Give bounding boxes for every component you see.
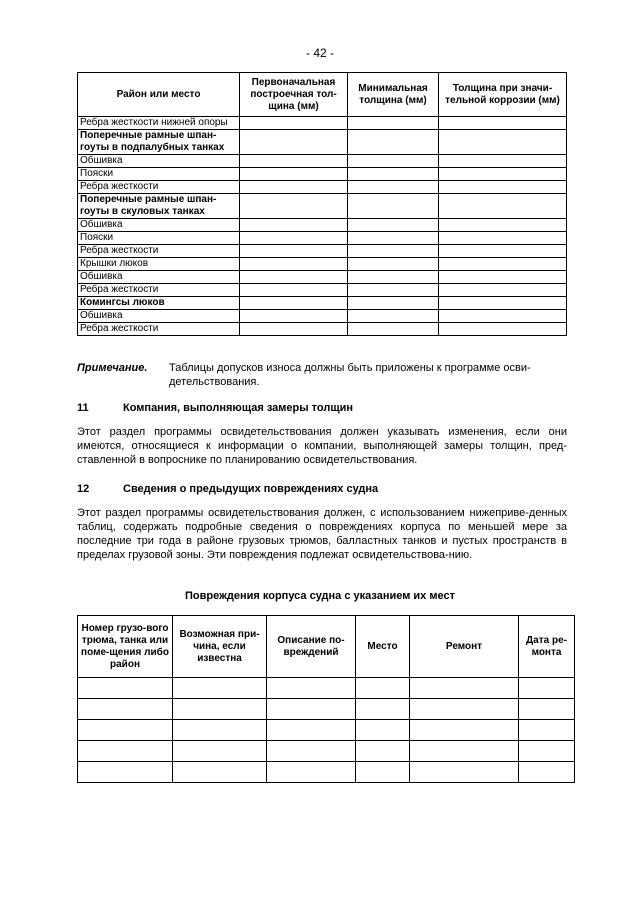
table-row: [78, 168, 567, 181]
table-row: [78, 271, 567, 284]
row-label: Обшивка: [78, 310, 240, 323]
row-label: Ребра жесткости: [78, 181, 240, 194]
damage-table-body: [78, 678, 575, 783]
thickness-table-body: [78, 117, 567, 336]
empty-cell: [439, 271, 567, 284]
empty-cell: [356, 678, 410, 699]
empty-cell: [173, 741, 267, 762]
empty-cell: [439, 310, 567, 323]
empty-cell: [348, 168, 439, 181]
table-row: [78, 284, 567, 297]
table-row: [78, 678, 575, 699]
empty-cell: [439, 219, 567, 232]
row-label: Обшивка: [78, 219, 240, 232]
empty-cell: [439, 258, 567, 271]
table-row: [78, 155, 567, 168]
row-label: Обшивка: [78, 155, 240, 168]
empty-cell: [240, 168, 348, 181]
empty-cell: [348, 284, 439, 297]
table-row: [78, 258, 567, 271]
row-label: Поперечные рамные шпан-гоуты в скуловых танках: [78, 194, 240, 219]
empty-cell: [519, 699, 575, 720]
table-row: [78, 323, 567, 336]
empty-cell: [267, 699, 356, 720]
table-row: [78, 232, 567, 245]
empty-cell: [439, 232, 567, 245]
empty-cell: [410, 699, 519, 720]
empty-cell: [267, 678, 356, 699]
empty-cell: [348, 297, 439, 310]
empty-cell: [439, 168, 567, 181]
header-corrosion-thickness: Толщина при значи-тельной коррозии (мм): [439, 73, 567, 117]
empty-cell: [267, 741, 356, 762]
empty-cell: [78, 762, 173, 783]
empty-cell: [348, 155, 439, 168]
table-row: [78, 130, 567, 155]
table-row: [78, 720, 575, 741]
empty-cell: [173, 678, 267, 699]
table-row: [78, 117, 567, 130]
empty-cell: [439, 323, 567, 336]
empty-cell: [519, 720, 575, 741]
empty-cell: [348, 323, 439, 336]
empty-cell: [439, 245, 567, 258]
empty-cell: [348, 117, 439, 130]
empty-cell: [439, 155, 567, 168]
empty-cell: [240, 271, 348, 284]
empty-cell: [267, 762, 356, 783]
empty-cell: [240, 117, 348, 130]
empty-cell: [348, 258, 439, 271]
empty-cell: [519, 762, 575, 783]
empty-cell: [267, 720, 356, 741]
table-row: [78, 181, 567, 194]
empty-cell: [240, 232, 348, 245]
note: [77, 361, 567, 389]
empty-cell: [348, 130, 439, 155]
row-label: Ребра жесткости нижней опоры: [78, 117, 240, 130]
table-row: [78, 310, 567, 323]
header-repair-date: Дата ре-монта: [519, 616, 575, 678]
note-label: Примечание.: [77, 362, 148, 374]
row-label: Обшивка: [78, 271, 240, 284]
section-11-text: Этот раздел программы освидетельствования должен указывать изменения, если они имеются, относящиеся к информации о компании, выполняющей замеры толщин, пред-ставленной в вопроснике по планированию освидетельствования.: [77, 426, 567, 466]
empty-cell: [240, 194, 348, 219]
empty-cell: [356, 699, 410, 720]
empty-cell: [410, 762, 519, 783]
section-11-number: 11: [77, 402, 89, 414]
empty-cell: [439, 117, 567, 130]
header-original-thickness: Первоначальная построечная тол-щина (мм): [240, 73, 348, 117]
empty-cell: [410, 720, 519, 741]
row-label: Ребра жесткости: [78, 323, 240, 336]
empty-cell: [356, 762, 410, 783]
empty-cell: [78, 741, 173, 762]
table-row: [78, 699, 575, 720]
empty-cell: [78, 699, 173, 720]
empty-cell: [173, 762, 267, 783]
empty-cell: [410, 678, 519, 699]
empty-cell: [78, 720, 173, 741]
section-12-number: 12: [77, 483, 90, 495]
row-label: Комингсы люков: [78, 297, 240, 310]
table-row: [78, 297, 567, 310]
header-damage-description: Описание по-вреждений: [267, 616, 356, 678]
row-label: Ребра жесткости: [78, 284, 240, 297]
table-row: [78, 245, 567, 258]
header-area: Район или место: [78, 73, 240, 117]
empty-cell: [439, 181, 567, 194]
empty-cell: [240, 323, 348, 336]
empty-cell: [348, 232, 439, 245]
row-label: Крышки люков: [78, 258, 240, 271]
empty-cell: [240, 310, 348, 323]
empty-cell: [240, 258, 348, 271]
row-label: Ребра жесткости: [78, 245, 240, 258]
empty-cell: [356, 720, 410, 741]
table-row: [78, 741, 575, 762]
empty-cell: [348, 219, 439, 232]
row-label: Поперечные рамные шпан-гоуты в подпалубных танках: [78, 130, 240, 155]
table-row: [78, 194, 567, 219]
empty-cell: [240, 284, 348, 297]
row-label: Пояски: [78, 232, 240, 245]
empty-cell: [519, 741, 575, 762]
empty-cell: [240, 297, 348, 310]
empty-cell: [78, 678, 173, 699]
section-12-text: Этот раздел программы освидетельствования должен, с использованием нижеприве-денных таблиц, содержать подробные сведения о повреждениях корпуса по меньшей мере за последние три года в районе грузовых трюмов, балластных танков и пустых пространств в пределах грузовой зоны. Эти повреждения подлежат освидетельствова-нию.: [77, 507, 567, 561]
header-possible-cause: Возможная при-чина, если известна: [173, 616, 267, 678]
empty-cell: [439, 297, 567, 310]
empty-cell: [519, 678, 575, 699]
header-hold-number: Номер грузо-вого трюма, танка или поме-щения либо район: [78, 616, 173, 678]
empty-cell: [439, 194, 567, 219]
header-repair: Ремонт: [410, 616, 519, 678]
empty-cell: [173, 720, 267, 741]
table-row: [78, 762, 575, 783]
empty-cell: [240, 181, 348, 194]
damage-table: [77, 615, 575, 783]
section-12-title: Сведения о предыдущих повреждениях судна: [123, 483, 379, 495]
empty-cell: [348, 194, 439, 219]
note-text: Таблицы допусков износа должны быть приложены к программе осви-детельствования.: [169, 362, 531, 388]
empty-cell: [410, 741, 519, 762]
empty-cell: [439, 130, 567, 155]
header-min-thickness: Минимальная толщина (мм): [348, 73, 439, 117]
empty-cell: [240, 155, 348, 168]
empty-cell: [348, 310, 439, 323]
header-location: Место: [356, 616, 410, 678]
section-11-title: Компания, выполняющая замеры толщин: [123, 402, 354, 414]
empty-cell: [439, 284, 567, 297]
empty-cell: [240, 130, 348, 155]
empty-cell: [348, 181, 439, 194]
empty-cell: [240, 219, 348, 232]
table-row: [78, 219, 567, 232]
empty-cell: [173, 699, 267, 720]
section-11-heading: [77, 402, 353, 414]
damage-table-title: Повреждения корпуса судна с указанием их мест: [185, 590, 455, 602]
page-number: - 42 -: [305, 46, 334, 60]
empty-cell: [240, 245, 348, 258]
empty-cell: [356, 741, 410, 762]
section-12-heading: [77, 483, 378, 495]
empty-cell: [348, 245, 439, 258]
empty-cell: [348, 271, 439, 284]
row-label: Пояски: [78, 168, 240, 181]
thickness-table: [77, 72, 567, 336]
